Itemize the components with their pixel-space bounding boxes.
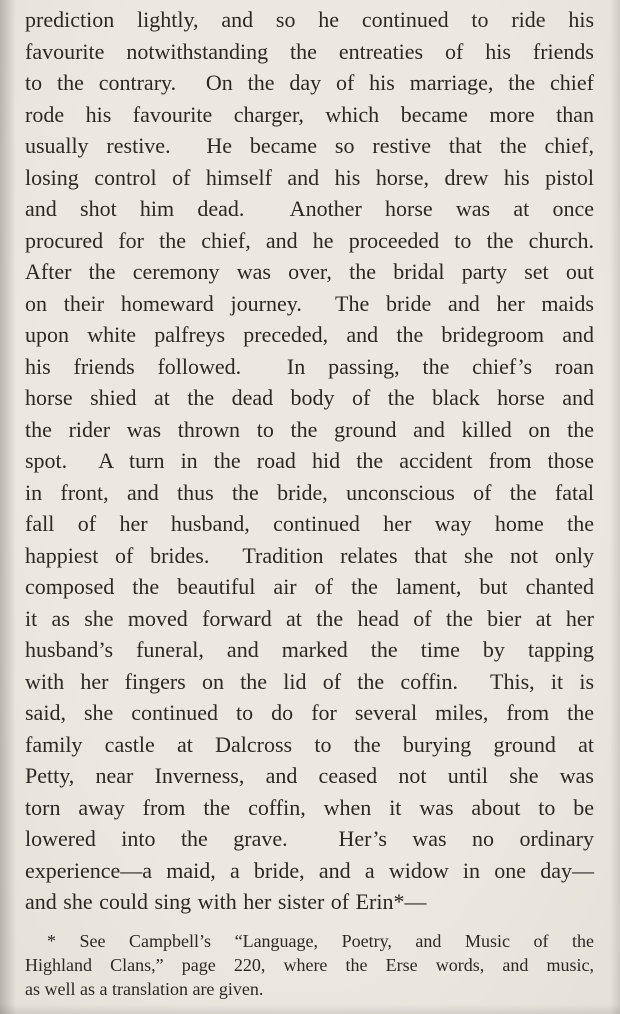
body-text-line: spot. A turn in the road hid the accident from those xyxy=(25,448,594,473)
footnote-text-line: * See Campbell’s “Language, Poetry, and Music of the xyxy=(47,931,594,951)
scan-shadow-left xyxy=(0,0,16,1014)
body-text-line: losing control of himself and his horse, drew his pistol xyxy=(25,164,594,190)
body-text-line: Petty, near Inverness, and ceased not until she was xyxy=(25,763,594,788)
footnote-text-line: Highland Clans,” page 220, where the Erse words, and music, xyxy=(25,955,594,975)
body-text-line: torn away from the coffin, when it was about to be xyxy=(25,794,594,820)
body-text-line: horse shied at the dead body of the black horse and xyxy=(25,385,594,410)
body-text-line: rode his favourite charger, which became more than xyxy=(25,101,594,127)
footnote xyxy=(25,929,594,1001)
body-text-line: procured for the chief, and he proceeded to the church. xyxy=(25,227,594,253)
body-text-line: on their homeward journey. The bride and her maids xyxy=(25,290,594,316)
body-text-line: composed the beautiful air of the lament, but chanted xyxy=(25,574,594,599)
body-text-line: it as she moved forward at the head of the bier at her xyxy=(25,605,594,631)
body-text-line: husband’s funeral, and marked the time by tapping xyxy=(25,637,594,662)
body-text-line: lowered into the grave. Her’s was no ordinary xyxy=(25,826,594,851)
body-text-line: experience—a maid, a bride, and a widow in one day— xyxy=(25,857,594,883)
body-text-line: After the ceremony was over, the bridal party set out xyxy=(25,259,594,284)
scan-shadow-bottom xyxy=(0,1004,620,1014)
body-text-line: the rider was thrown to the ground and killed on the xyxy=(25,416,594,442)
body-text-line: and shot him dead. Another horse was at once xyxy=(25,196,594,221)
body-text-line: in front, and thus the bride, unconscious of the fatal xyxy=(25,479,594,505)
body-text-line: usually restive. He became so restive that the chief, xyxy=(25,133,594,158)
body-text-line: to the contrary. On the day of his marriage, the chief xyxy=(25,70,594,95)
footnote-text-line: as well as a translation are given. xyxy=(25,979,264,999)
body-text-line: favourite notwithstanding the entreaties of his friends xyxy=(25,38,594,64)
body-text-line: with her fingers on the lid of the coffin. This, it is xyxy=(25,668,594,694)
body-text-line: his friends followed. In passing, the chief’s roan xyxy=(25,353,594,379)
body-text-line: prediction lightly, and so he continued to ride his xyxy=(25,7,594,32)
body-text-line: family castle at Dalcross to the burying ground at xyxy=(25,731,594,757)
body-text-line: upon white palfreys preceded, and the bridegroom and xyxy=(25,322,594,347)
body-text-line: fall of her husband, continued her way home the xyxy=(25,511,594,536)
scan-shadow-right xyxy=(610,0,620,1014)
body-text-line: happiest of brides. Tradition relates that she not only xyxy=(25,542,594,568)
body-paragraph xyxy=(25,4,594,918)
body-text-line: and she could sing with her sister of Erin*— xyxy=(25,889,427,914)
body-text-line: said, she continued to do for several miles, from the xyxy=(25,700,594,725)
